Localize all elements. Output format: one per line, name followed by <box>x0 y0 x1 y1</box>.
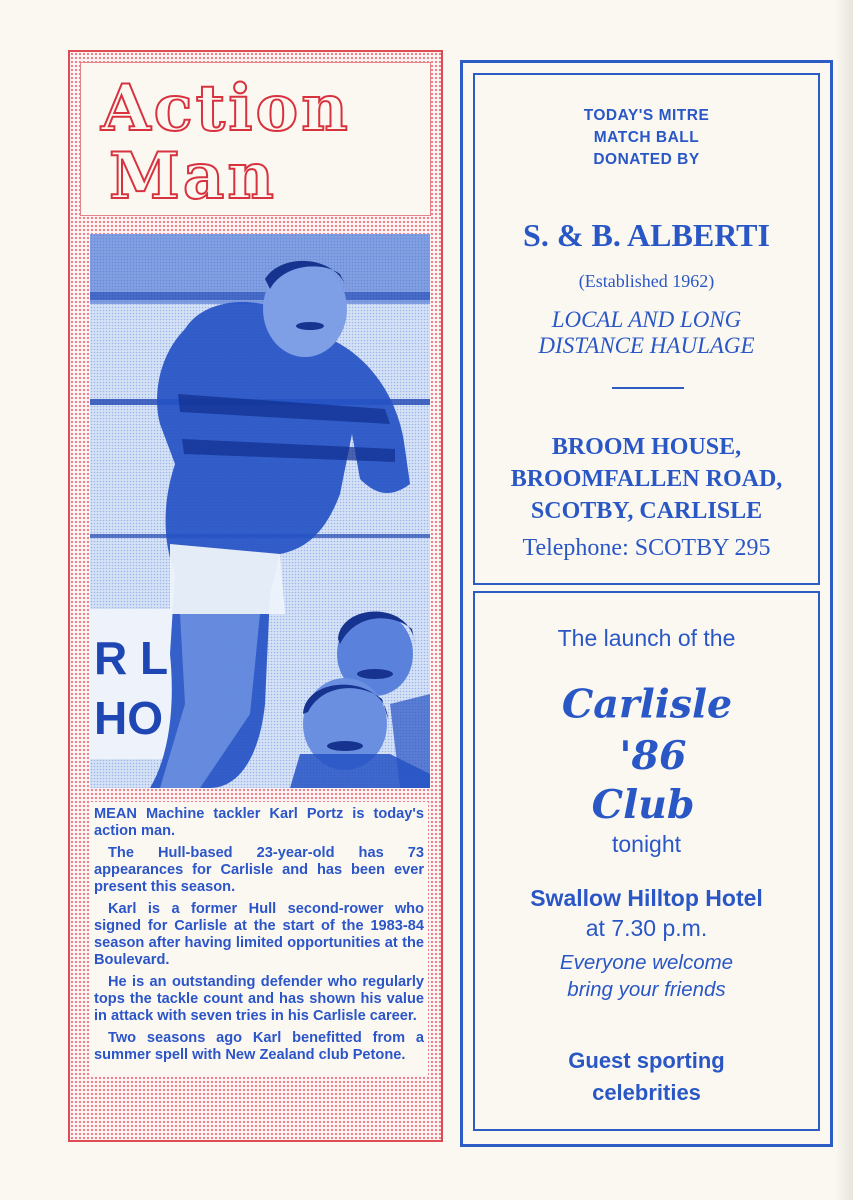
event-tonight: tonight <box>611 831 682 857</box>
sponsor-established: (Established 1962) <box>578 271 715 291</box>
action-man-caption <box>90 802 428 1075</box>
address-line: BROOMFALLEN ROAD, <box>510 466 783 492</box>
address-line: SCOTBY, CARLISLE <box>530 498 763 524</box>
right-panel <box>460 60 833 1147</box>
caption-paragraph: MEAN Machine tackler Karl Portz is today's action man. <box>94 806 424 839</box>
guest-line: celebrities <box>592 1080 701 1105</box>
action-man-panel <box>68 50 443 1142</box>
event-guests <box>475 1045 818 1109</box>
event-venue: Swallow Hilltop Hotel <box>530 885 763 911</box>
sponsor-telephone: Telephone: SCOTBY 295 <box>522 535 771 561</box>
club-logo-line: '86 <box>619 732 687 779</box>
intro-line: MATCH BALL <box>593 129 700 146</box>
match-ball-intro <box>475 105 818 171</box>
club-logo-line: Carlisle <box>561 681 733 728</box>
action-man-title-box <box>80 62 431 216</box>
sponsor-company-name: S. & B. ALBERTI <box>523 217 770 253</box>
caption-paragraph: He is an outstanding defender who regularly tops the tackle count and has shown his value in attack with seven tries in his Carlisle career. <box>94 974 424 1024</box>
page-edge-shadow <box>835 0 853 1200</box>
player-photo-illustration <box>90 234 430 788</box>
caption-paragraph: The Hull-based 23-year-old has 73 appearances for Carlisle and has been ever present this season. <box>94 845 424 895</box>
launch-heading: The launch of the <box>557 625 736 651</box>
match-ball-sponsor-box <box>473 73 820 585</box>
photo-sign-text-2: HO <box>94 692 163 744</box>
intro-line: TODAY'S MITRE <box>583 107 710 124</box>
guest-line: Guest sporting <box>568 1048 725 1073</box>
title-line-action: Action <box>101 71 351 146</box>
photo-sign-text-1: R L <box>94 632 169 684</box>
event-time: at 7.30 p.m. <box>585 915 708 941</box>
intro-line: DONATED BY <box>593 151 700 168</box>
service-line: DISTANCE HAULAGE <box>538 333 755 358</box>
carlisle-86-club-logo <box>475 671 818 831</box>
club-logo-line: Club <box>591 782 695 829</box>
club-launch-box <box>473 591 820 1131</box>
event-welcome <box>475 949 818 1003</box>
welcome-line: bring your friends <box>567 978 726 1001</box>
sponsor-address <box>475 431 818 527</box>
caption-paragraph: Karl is a former Hull second-rower who signed for Carlisle at the start of the 1983-84 season after having limited opportunities at the Boulevard. <box>94 901 424 968</box>
divider-rule <box>612 387 684 389</box>
address-line: BROOM HOUSE, <box>551 434 742 460</box>
service-line: LOCAL AND LONG <box>551 307 742 332</box>
player-photo <box>90 234 430 788</box>
title-line-man: Man <box>109 139 277 214</box>
caption-paragraph: Two seasons ago Karl benefitted from a summer spell with New Zealand club Petone. <box>94 1030 424 1063</box>
sponsor-service <box>475 307 818 359</box>
welcome-line: Everyone welcome <box>559 951 734 974</box>
